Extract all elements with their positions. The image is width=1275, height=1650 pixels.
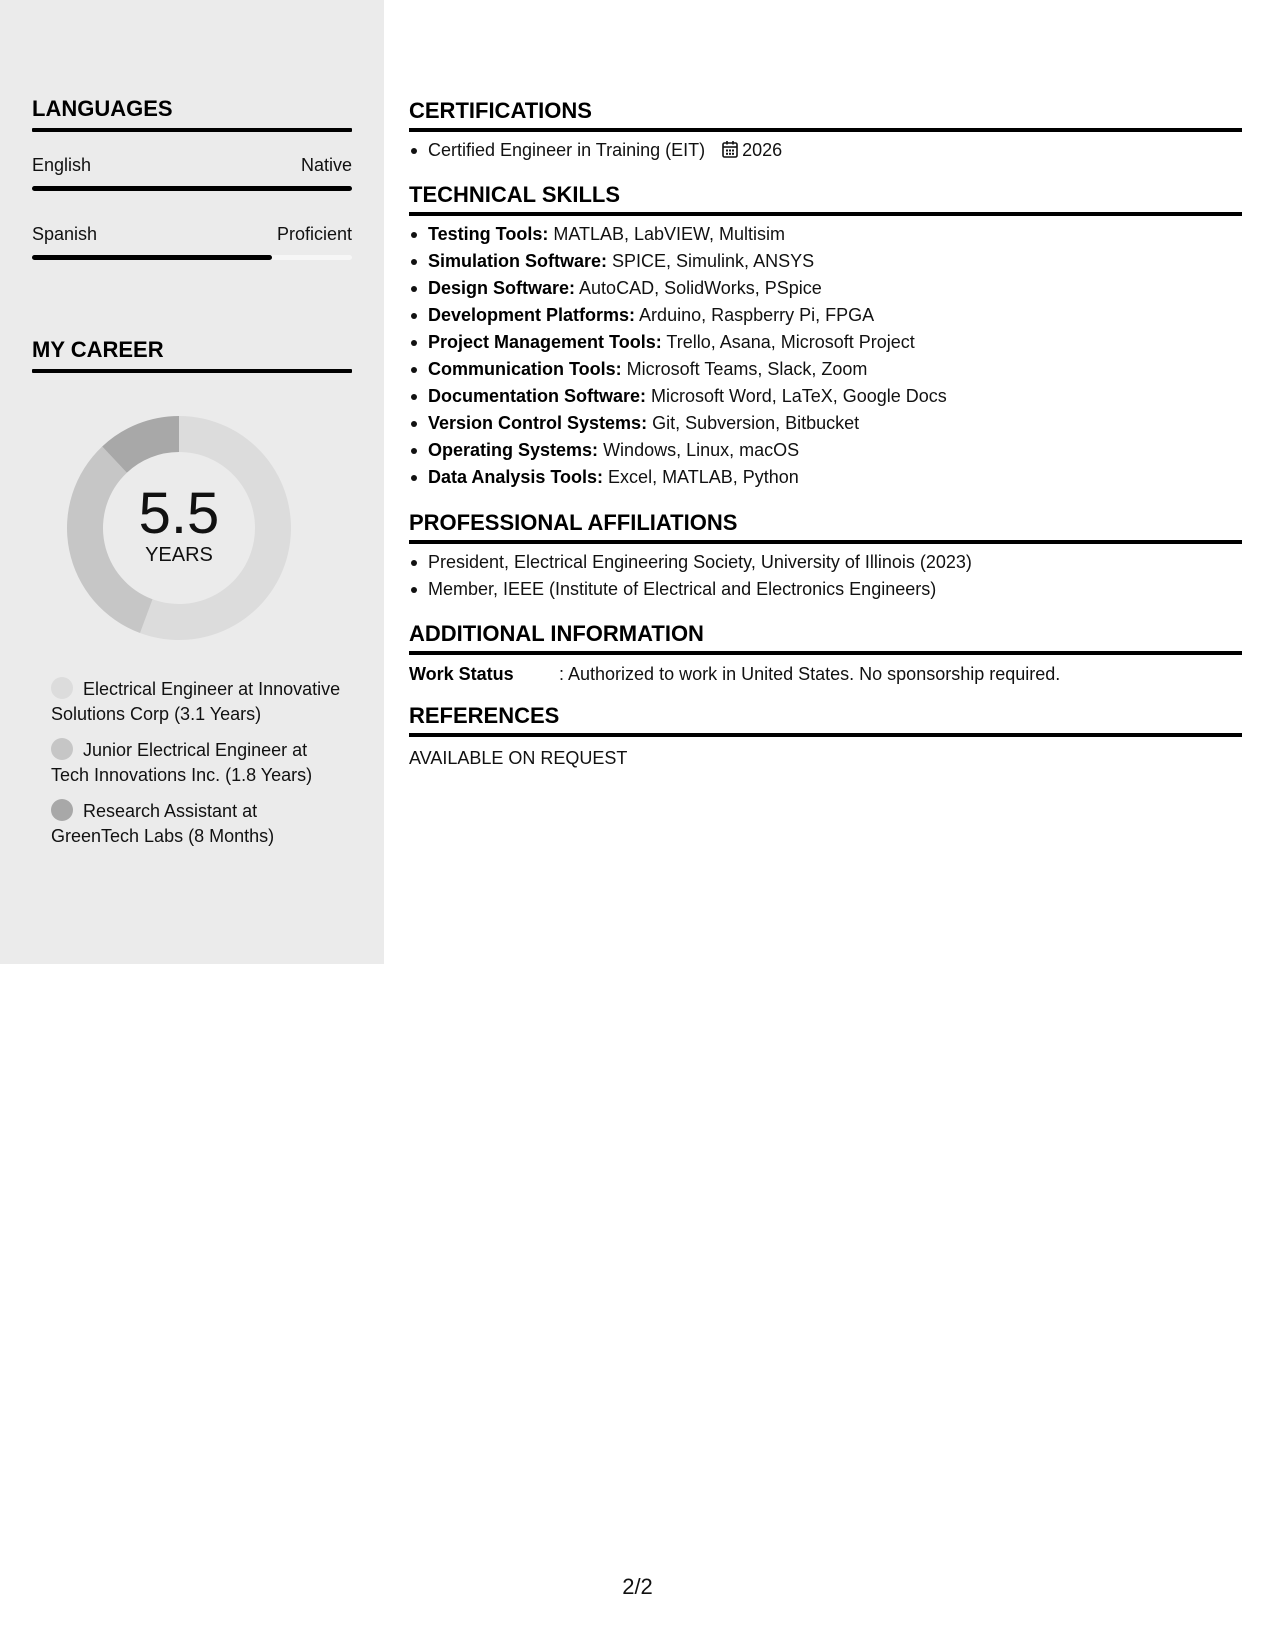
page-number: 2/2 [622,1574,653,1599]
skill-item [409,248,1242,275]
skill-value: Microsoft Word, LaTeX, Google Docs [646,386,947,406]
affiliation-item: President, Electrical Engineering Society, University of Illinois (2023) [409,549,1242,576]
skill-label: Documentation Software: [428,386,647,406]
skill-value: MATLAB, LabVIEW, Multisim [548,224,786,244]
career-legend-item [51,677,341,727]
certification-item [409,137,1242,164]
language-item-spanish [32,223,352,260]
career-total-unit: YEARS [145,544,213,566]
proficiency-bar-fill [32,255,272,260]
technical-skills-title: TECHNICAL SKILLS [409,182,621,207]
language-name: Spanish [32,224,98,244]
additional-info-rule [409,651,1242,655]
skill-item [409,356,1242,383]
legend-dot [51,799,73,821]
references-text: AVAILABLE ON REQUEST [409,748,628,768]
certifications-section [409,98,1242,164]
skill-item [409,302,1242,329]
career-section [32,337,352,373]
calendar-icon [722,140,738,158]
skills-list [409,221,1242,491]
skill-value: Excel, MATLAB, Python [603,467,799,487]
certifications-title: CERTIFICATIONS [409,98,592,123]
certifications-rule [409,128,1242,132]
skill-label: Simulation Software: [428,251,608,271]
career-legend-item [51,799,341,849]
work-status-row [409,662,1242,686]
skill-item [409,410,1242,437]
career-rule [32,369,352,373]
skill-item [409,221,1242,248]
additional-info-title: ADDITIONAL INFORMATION [409,621,704,646]
references-section [409,703,1242,770]
skill-item [409,329,1242,356]
skill-label: Testing Tools: [428,224,549,244]
language-level: Proficient [276,224,352,244]
work-status-value: : Authorized to work in United States. No sponsorship required. [559,664,1061,684]
proficiency-bar-fill [32,186,352,191]
language-name: English [32,155,92,175]
languages-section [32,96,352,260]
certification-year: 2026 [742,140,783,160]
affiliations-title: PROFESSIONAL AFFILIATIONS [409,510,738,535]
sidebar [0,0,384,964]
skill-value: AutoCAD, SolidWorks, PSpice [575,278,822,298]
affiliations-section [409,510,1242,603]
languages-rule [32,128,352,132]
skill-value: Trello, Asana, Microsoft Project [661,332,915,352]
proficiency-bar [32,255,352,260]
references-title: REFERENCES [409,703,560,728]
skill-label: Project Management Tools: [428,332,662,352]
skill-item [409,464,1242,491]
language-item-english [32,154,352,191]
career-donut-center [66,415,292,641]
legend-dot [51,738,73,760]
legend-dot [51,677,73,699]
skill-label: Version Control Systems: [428,413,648,433]
affiliations-rule [409,540,1242,544]
skill-value: Windows, Linux, macOS [598,440,800,460]
skill-label: Design Software: [428,278,576,298]
skill-value: Arduino, Raspberry Pi, FPGA [635,305,875,325]
skill-value: SPICE, Simulink, ANSYS [607,251,815,271]
skill-label: Operating Systems: [428,440,599,460]
skill-label: Development Platforms: [428,305,636,325]
skill-item [409,437,1242,464]
skill-item [409,275,1242,302]
affiliations-list [409,549,1242,603]
career-legend-text: Junior Electrical Engineer at Tech Innovations Inc. (1.8 Years) [51,740,313,785]
proficiency-bar [32,186,352,191]
career-legend-item [51,738,341,788]
skill-value: Git, Subversion, Bitbucket [647,413,860,433]
additional-info-section [409,621,1242,686]
certification-name: Certified Engineer in Training (EIT) [428,140,706,160]
skill-value: Microsoft Teams, Slack, Zoom [621,359,868,379]
career-legend-text: Electrical Engineer at Innovative Solutions Corp (3.1 Years) [51,679,341,724]
skill-label: Communication Tools: [428,359,622,379]
technical-skills-rule [409,212,1242,216]
skill-item [409,383,1242,410]
technical-skills-section [409,182,1242,491]
affiliation-item: Member, IEEE (Institute of Electrical and Electronics Engineers) [409,576,1242,603]
references-rule [409,733,1242,737]
career-legend-text: Research Assistant at GreenTech Labs (8 Months) [51,801,275,846]
skill-label: Data Analysis Tools: [428,467,604,487]
career-title: MY CAREER [32,337,164,362]
career-total-value: 5.5 [138,481,220,546]
career-legend [51,677,341,860]
language-level: Native [300,155,352,175]
languages-title: LANGUAGES [32,96,173,121]
work-status-label: Work Status [409,664,514,684]
